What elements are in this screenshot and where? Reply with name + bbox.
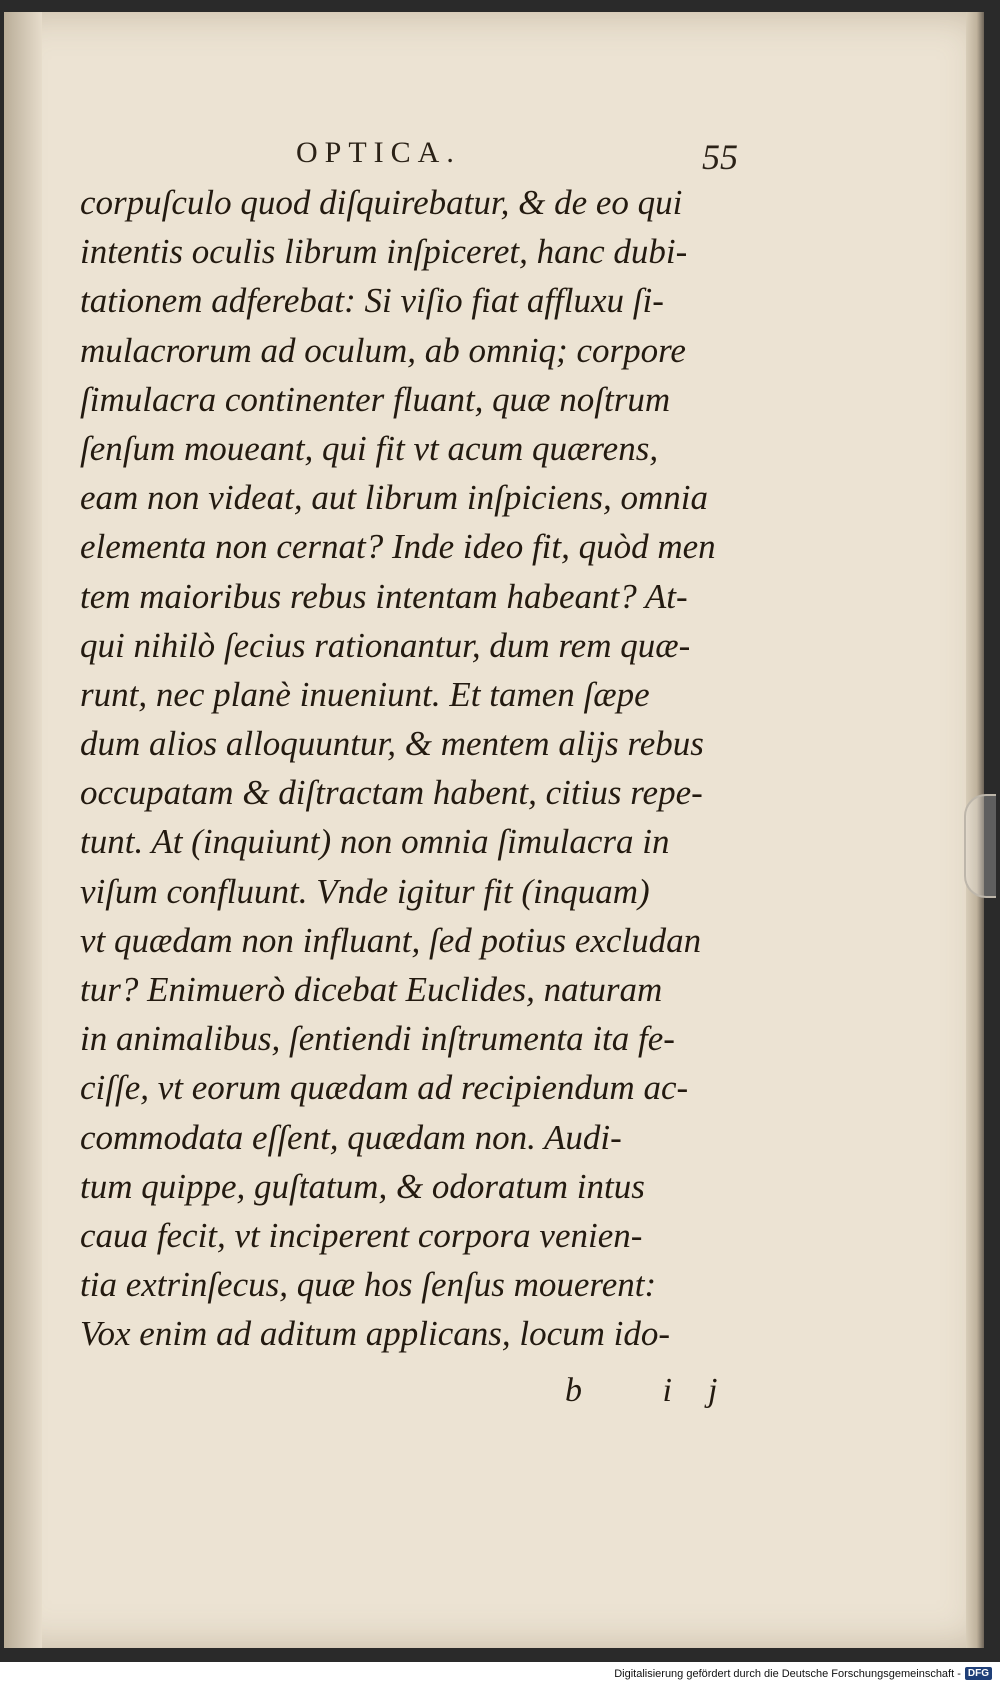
text-line: viſum confluunt. Vnde igitur fit (inquam) [80, 871, 650, 911]
footer-credit-bar [0, 1662, 1000, 1685]
text-line: ſenſum moueant, qui fit vt acum quærens, [80, 428, 659, 468]
text-line: eam non videat, aut librum inſpiciens, omnia [80, 478, 708, 518]
text-block [80, 178, 760, 1359]
text-line: runt, nec planè inueniunt. Et tamen ſæpe [80, 674, 650, 714]
text-line: dum alios alloquuntur, & mentem alijs rebus [80, 724, 704, 764]
text-line: tationem adferebat: Si viſio fiat affluxu ſi- [80, 281, 664, 321]
text-line: tum quippe, guſtatum, & odoratum intus [80, 1166, 645, 1206]
text-line: tia extrinſecus, quæ hos ſenſus mouerent: [80, 1265, 657, 1305]
text-line: tunt. At (inquiunt) non omnia ſimulacra in [80, 822, 670, 862]
text-line: tem maioribus rebus intentam habeant? At- [80, 576, 688, 616]
page-gutter [4, 12, 42, 1648]
text-line: caua fecit, vt inciperent corpora venien- [80, 1215, 643, 1255]
text-line: mulacrorum ad oculum, ab omniq; corpore [80, 330, 686, 370]
text-line: tur? Enimuerò dicebat Euclides, naturam [80, 970, 663, 1009]
text-line: occupatam & diſtractam habent, citius repe- [80, 773, 703, 813]
text-line: ciſſe, vt eorum quædam ad recipiendum ac- [80, 1068, 689, 1108]
page-clip [964, 794, 996, 898]
footer-credit: Digitalisierung gefördert durch die Deutsche Forschungsgemeinschaft - [614, 1667, 961, 1680]
text-line: corpuſculo quod diſquirebatur, & de eo qui [80, 183, 683, 222]
text-line: elementa non cernat? Inde ideo fit, quòd men [80, 527, 716, 567]
text-line: vt quædam non influant, ſed potius excludan [80, 920, 702, 960]
text-line: intentis oculis librum inſpiceret, hanc dubi- [80, 232, 688, 272]
dfg-logo: DFG [965, 1667, 992, 1680]
text-line: commodata eſſent, quædam non. Audi- [80, 1117, 622, 1157]
signature-mark: b ij [565, 1372, 754, 1409]
running-head: OPTICA. [296, 136, 461, 169]
text-line: in animalibus, ſentiendi inſtrumenta ita fe- [80, 1019, 675, 1059]
text-line: qui nihilò ſecius rationantur, dum rem quæ- [80, 625, 691, 665]
text-line: Vox enim ad aditum applicans, locum ido- [80, 1314, 671, 1354]
page-number: 55 [702, 137, 738, 177]
text-line: ſimulacra continenter fluant, quæ noſtrum [80, 379, 671, 419]
